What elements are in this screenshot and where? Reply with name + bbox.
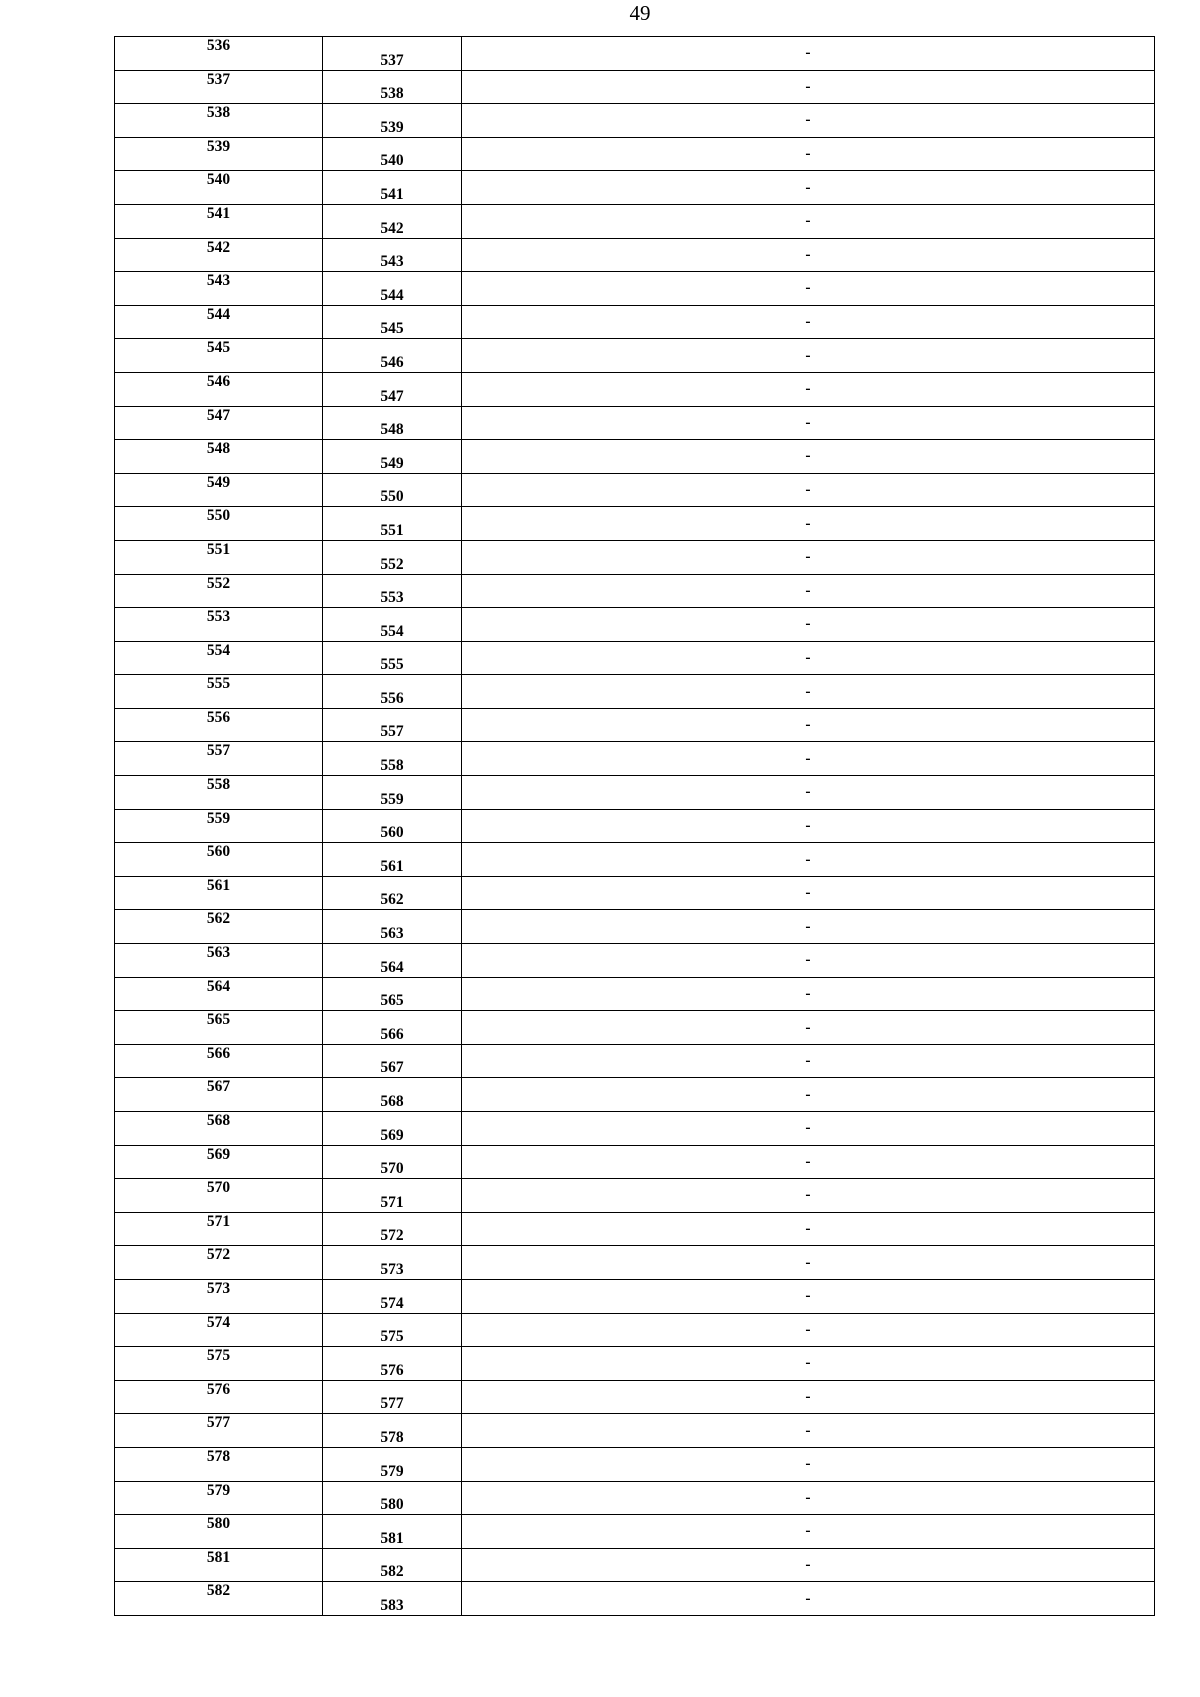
next-number-cell: 553 bbox=[323, 574, 462, 608]
value-cell: - bbox=[462, 440, 1155, 474]
value-cell: - bbox=[462, 876, 1155, 910]
table-row bbox=[115, 1380, 1155, 1414]
table-row bbox=[115, 843, 1155, 877]
value-cell: - bbox=[462, 1313, 1155, 1347]
value-cell: - bbox=[462, 1011, 1155, 1045]
table-row bbox=[115, 944, 1155, 978]
row-number-cell: 572 bbox=[115, 1246, 323, 1280]
value-cell: - bbox=[462, 944, 1155, 978]
table-row bbox=[115, 608, 1155, 642]
row-number-cell: 557 bbox=[115, 742, 323, 776]
table-row bbox=[115, 708, 1155, 742]
next-number-cell: 565 bbox=[323, 977, 462, 1011]
value-cell: - bbox=[462, 204, 1155, 238]
row-number-cell: 567 bbox=[115, 1078, 323, 1112]
row-number-cell: 578 bbox=[115, 1447, 323, 1481]
value-cell: - bbox=[462, 406, 1155, 440]
row-number-cell: 538 bbox=[115, 104, 323, 138]
value-cell: - bbox=[462, 675, 1155, 709]
data-table bbox=[114, 36, 1155, 1616]
table-row bbox=[115, 70, 1155, 104]
row-number-cell: 579 bbox=[115, 1481, 323, 1515]
value-cell: - bbox=[462, 809, 1155, 843]
row-number-cell: 551 bbox=[115, 540, 323, 574]
row-number-cell: 546 bbox=[115, 372, 323, 406]
value-cell: - bbox=[462, 1145, 1155, 1179]
value-cell: - bbox=[462, 339, 1155, 373]
row-number-cell: 541 bbox=[115, 204, 323, 238]
row-number-cell: 555 bbox=[115, 675, 323, 709]
next-number-cell: 577 bbox=[323, 1380, 462, 1414]
table-row bbox=[115, 876, 1155, 910]
next-number-cell: 557 bbox=[323, 708, 462, 742]
next-number-cell: 573 bbox=[323, 1246, 462, 1280]
value-cell: - bbox=[462, 1112, 1155, 1146]
table-row bbox=[115, 1414, 1155, 1448]
value-cell: - bbox=[462, 137, 1155, 171]
next-number-cell: 556 bbox=[323, 675, 462, 709]
next-number-cell: 548 bbox=[323, 406, 462, 440]
next-number-cell: 576 bbox=[323, 1347, 462, 1381]
next-number-cell: 545 bbox=[323, 305, 462, 339]
row-number-cell: 539 bbox=[115, 137, 323, 171]
value-cell: - bbox=[462, 641, 1155, 675]
table-body bbox=[115, 37, 1155, 1616]
value-cell: - bbox=[462, 1246, 1155, 1280]
row-number-cell: 554 bbox=[115, 641, 323, 675]
value-cell: - bbox=[462, 372, 1155, 406]
table-row bbox=[115, 1347, 1155, 1381]
next-number-cell: 572 bbox=[323, 1212, 462, 1246]
value-cell: - bbox=[462, 540, 1155, 574]
row-number-cell: 552 bbox=[115, 574, 323, 608]
value-cell: - bbox=[462, 1548, 1155, 1582]
row-number-cell: 556 bbox=[115, 708, 323, 742]
table-row bbox=[115, 238, 1155, 272]
row-number-cell: 568 bbox=[115, 1112, 323, 1146]
table-row bbox=[115, 776, 1155, 810]
next-number-cell: 547 bbox=[323, 372, 462, 406]
table-row bbox=[115, 1179, 1155, 1213]
row-number-cell: 543 bbox=[115, 272, 323, 306]
row-number-cell: 564 bbox=[115, 977, 323, 1011]
row-number-cell: 536 bbox=[115, 37, 323, 71]
value-cell: - bbox=[462, 1414, 1155, 1448]
table-row bbox=[115, 305, 1155, 339]
table-row bbox=[115, 507, 1155, 541]
table-row bbox=[115, 1212, 1155, 1246]
table-row bbox=[115, 809, 1155, 843]
value-cell: - bbox=[462, 1212, 1155, 1246]
table-row bbox=[115, 1481, 1155, 1515]
value-cell: - bbox=[462, 1347, 1155, 1381]
table-row bbox=[115, 1112, 1155, 1146]
next-number-cell: 567 bbox=[323, 1044, 462, 1078]
next-number-cell: 582 bbox=[323, 1548, 462, 1582]
next-number-cell: 555 bbox=[323, 641, 462, 675]
table-row bbox=[115, 1011, 1155, 1045]
row-number-cell: 562 bbox=[115, 910, 323, 944]
table-row bbox=[115, 440, 1155, 474]
value-cell: - bbox=[462, 742, 1155, 776]
value-cell: - bbox=[462, 776, 1155, 810]
table-row bbox=[115, 540, 1155, 574]
row-number-cell: 576 bbox=[115, 1380, 323, 1414]
next-number-cell: 575 bbox=[323, 1313, 462, 1347]
next-number-cell: 537 bbox=[323, 37, 462, 71]
row-number-cell: 580 bbox=[115, 1515, 323, 1549]
next-number-cell: 571 bbox=[323, 1179, 462, 1213]
value-cell: - bbox=[462, 473, 1155, 507]
value-cell: - bbox=[462, 608, 1155, 642]
table-row bbox=[115, 1078, 1155, 1112]
row-number-cell: 560 bbox=[115, 843, 323, 877]
next-number-cell: 583 bbox=[323, 1582, 462, 1616]
value-cell: - bbox=[462, 1481, 1155, 1515]
row-number-cell: 544 bbox=[115, 305, 323, 339]
next-number-cell: 560 bbox=[323, 809, 462, 843]
next-number-cell: 580 bbox=[323, 1481, 462, 1515]
next-number-cell: 570 bbox=[323, 1145, 462, 1179]
row-number-cell: 573 bbox=[115, 1279, 323, 1313]
next-number-cell: 561 bbox=[323, 843, 462, 877]
table-row bbox=[115, 372, 1155, 406]
page-number: 49 bbox=[629, 1, 651, 25]
value-cell: - bbox=[462, 507, 1155, 541]
row-number-cell: 559 bbox=[115, 809, 323, 843]
table-row bbox=[115, 1145, 1155, 1179]
table-row bbox=[115, 204, 1155, 238]
value-cell: - bbox=[462, 70, 1155, 104]
row-number-cell: 581 bbox=[115, 1548, 323, 1582]
row-number-cell: 575 bbox=[115, 1347, 323, 1381]
next-number-cell: 541 bbox=[323, 171, 462, 205]
next-number-cell: 581 bbox=[323, 1515, 462, 1549]
next-number-cell: 544 bbox=[323, 272, 462, 306]
next-number-cell: 562 bbox=[323, 876, 462, 910]
next-number-cell: 551 bbox=[323, 507, 462, 541]
row-number-cell: 542 bbox=[115, 238, 323, 272]
value-cell: - bbox=[462, 171, 1155, 205]
next-number-cell: 549 bbox=[323, 440, 462, 474]
table-row bbox=[115, 272, 1155, 306]
table-row bbox=[115, 977, 1155, 1011]
table-row bbox=[115, 675, 1155, 709]
row-number-cell: 561 bbox=[115, 876, 323, 910]
table-row bbox=[115, 339, 1155, 373]
next-number-cell: 566 bbox=[323, 1011, 462, 1045]
next-number-cell: 550 bbox=[323, 473, 462, 507]
table-row bbox=[115, 641, 1155, 675]
table-row bbox=[115, 1548, 1155, 1582]
row-number-cell: 549 bbox=[115, 473, 323, 507]
next-number-cell: 559 bbox=[323, 776, 462, 810]
next-number-cell: 540 bbox=[323, 137, 462, 171]
next-number-cell: 554 bbox=[323, 608, 462, 642]
next-number-cell: 539 bbox=[323, 104, 462, 138]
next-number-cell: 579 bbox=[323, 1447, 462, 1481]
row-number-cell: 548 bbox=[115, 440, 323, 474]
table-row bbox=[115, 1313, 1155, 1347]
table-row bbox=[115, 1582, 1155, 1616]
next-number-cell: 542 bbox=[323, 204, 462, 238]
next-number-cell: 538 bbox=[323, 70, 462, 104]
value-cell: - bbox=[462, 272, 1155, 306]
next-number-cell: 546 bbox=[323, 339, 462, 373]
row-number-cell: 566 bbox=[115, 1044, 323, 1078]
next-number-cell: 574 bbox=[323, 1279, 462, 1313]
row-number-cell: 553 bbox=[115, 608, 323, 642]
row-number-cell: 540 bbox=[115, 171, 323, 205]
table-row bbox=[115, 37, 1155, 71]
value-cell: - bbox=[462, 1078, 1155, 1112]
value-cell: - bbox=[462, 104, 1155, 138]
value-cell: - bbox=[462, 708, 1155, 742]
row-number-cell: 547 bbox=[115, 406, 323, 440]
row-number-cell: 537 bbox=[115, 70, 323, 104]
next-number-cell: 552 bbox=[323, 540, 462, 574]
table-row bbox=[115, 1044, 1155, 1078]
table-row bbox=[115, 910, 1155, 944]
table-row bbox=[115, 473, 1155, 507]
row-number-cell: 563 bbox=[115, 944, 323, 978]
table-row bbox=[115, 1447, 1155, 1481]
value-cell: - bbox=[462, 305, 1155, 339]
value-cell: - bbox=[462, 977, 1155, 1011]
value-cell: - bbox=[462, 1582, 1155, 1616]
value-cell: - bbox=[462, 1279, 1155, 1313]
row-number-cell: 558 bbox=[115, 776, 323, 810]
next-number-cell: 564 bbox=[323, 944, 462, 978]
value-cell: - bbox=[462, 910, 1155, 944]
table-row bbox=[115, 171, 1155, 205]
value-cell: - bbox=[462, 1044, 1155, 1078]
value-cell: - bbox=[462, 1515, 1155, 1549]
row-number-cell: 577 bbox=[115, 1414, 323, 1448]
table-row bbox=[115, 137, 1155, 171]
value-cell: - bbox=[462, 37, 1155, 71]
row-number-cell: 545 bbox=[115, 339, 323, 373]
table-row bbox=[115, 742, 1155, 776]
value-cell: - bbox=[462, 1447, 1155, 1481]
row-number-cell: 582 bbox=[115, 1582, 323, 1616]
table-row bbox=[115, 406, 1155, 440]
table-row bbox=[115, 1279, 1155, 1313]
next-number-cell: 558 bbox=[323, 742, 462, 776]
row-number-cell: 569 bbox=[115, 1145, 323, 1179]
row-number-cell: 550 bbox=[115, 507, 323, 541]
row-number-cell: 574 bbox=[115, 1313, 323, 1347]
table-row bbox=[115, 1246, 1155, 1280]
table-row bbox=[115, 574, 1155, 608]
row-number-cell: 570 bbox=[115, 1179, 323, 1213]
row-number-cell: 571 bbox=[115, 1212, 323, 1246]
table-row bbox=[115, 104, 1155, 138]
value-cell: - bbox=[462, 238, 1155, 272]
value-cell: - bbox=[462, 574, 1155, 608]
row-number-cell: 565 bbox=[115, 1011, 323, 1045]
value-cell: - bbox=[462, 1179, 1155, 1213]
value-cell: - bbox=[462, 843, 1155, 877]
next-number-cell: 543 bbox=[323, 238, 462, 272]
table-row bbox=[115, 1515, 1155, 1549]
next-number-cell: 569 bbox=[323, 1112, 462, 1146]
next-number-cell: 568 bbox=[323, 1078, 462, 1112]
next-number-cell: 563 bbox=[323, 910, 462, 944]
value-cell: - bbox=[462, 1380, 1155, 1414]
next-number-cell: 578 bbox=[323, 1414, 462, 1448]
